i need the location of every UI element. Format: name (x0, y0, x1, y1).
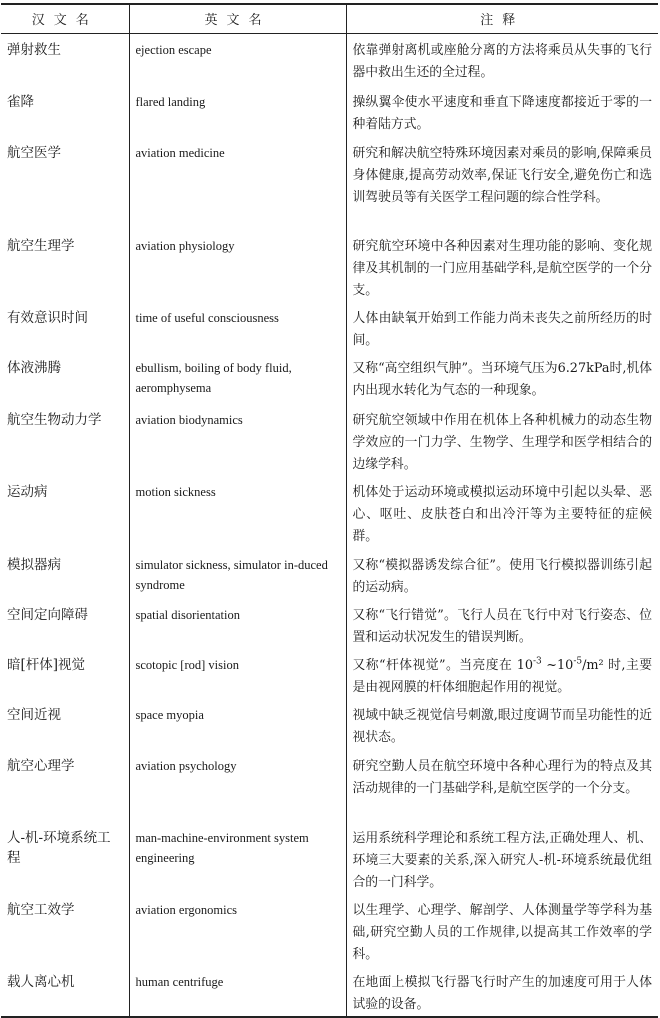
table-row (1, 404, 658, 476)
term-annotation: 在地面上模拟飞行器飞行时产生的加速度可用于人体试验的设备。 (346, 966, 658, 1017)
term-english: aviation biodynamics (129, 404, 346, 476)
term-chinese: 航空医学 (7, 145, 61, 161)
term-annotation: 研究和解决航空特殊环境因素对乘员的影响,保障乘员身体健康,提高劳动效率,保证飞行安全,避免伤亡和选训驾驶员等有关医学工程问题的综合性学科。 (346, 137, 658, 230)
term-annotation: 依靠弹射离机或座舱分离的方法将乘员从失事的飞行器中救出生还的全过程。 (346, 33, 658, 86)
term-english: aviation ergonomics (129, 894, 346, 966)
term-chinese: 体液沸腾 (7, 360, 61, 376)
term-annotation (346, 649, 658, 699)
term-chinese: 模拟器病 (7, 557, 61, 573)
term-chinese: 运动病 (7, 484, 48, 500)
glossary-table (1, 3, 658, 1018)
table-row (1, 750, 658, 822)
term-english: scotopic [rod] vision (129, 649, 346, 699)
term-chinese: 有效意识时间 (7, 310, 88, 326)
term-english: man-machine-environment system engineering (129, 822, 346, 894)
term-english: motion sickness (129, 476, 346, 549)
term-english: flared landing (129, 86, 346, 137)
term-annotation: 以生理学、心理学、解剖学、人体测量学等学科为基础,研究空勤人员的工作规律,以提高其工作效率的学科。 (346, 894, 658, 966)
table-row (1, 137, 658, 230)
table-body (1, 33, 658, 1017)
table-row (1, 33, 658, 86)
header-chinese-name: 汉文名 (1, 4, 129, 33)
term-english: aviation physiology (129, 230, 346, 302)
table-row (1, 86, 658, 137)
term-annotation: 又称“高空组织气肿”。当环境气压为6.27kPa时,机体内出现水转化为气态的一种现象。 (346, 352, 658, 404)
term-english: ejection escape (129, 33, 346, 86)
table-row (1, 894, 658, 966)
exponent: -3 (533, 656, 542, 667)
term-english: time of useful consciousness (129, 302, 346, 352)
table-header (1, 4, 658, 33)
annotation-text: /m² 时,主要是由视网膜的杆体细胞起作用的视觉。 (352, 658, 652, 695)
term-chinese: 暗[杆体]视觉 (7, 657, 86, 673)
term-english: simulator sickness, simulator in-duced syndrome (129, 549, 346, 599)
term-chinese: 人-机-环境系统工程 (7, 830, 111, 866)
term-english: spatial disorientation (129, 599, 346, 649)
term-annotation: 人体由缺氧开始到工作能力尚未丧失之前所经历的时间。 (346, 302, 658, 352)
term-annotation: 研究空勤人员在航空环境中各种心理行为的特点及其活动规律的一门基础学科,是航空医学的一个分支。 (346, 750, 658, 822)
term-annotation: 又称“模拟器诱发综合征”。使用飞行模拟器训练引起的运动病。 (346, 549, 658, 599)
term-annotation: 操纵翼伞使水平速度和垂直下降速度都接近于零的一种着陆方式。 (346, 86, 658, 137)
table-row (1, 476, 658, 549)
term-english: human centrifuge (129, 966, 346, 1017)
table-row (1, 549, 658, 599)
term-chinese: 航空心理学 (7, 758, 75, 774)
table-row (1, 302, 658, 352)
annotation-text: ~10 (541, 658, 574, 673)
term-annotation: 运用系统科学理论和系统工程方法,正确处理人、机、环境三大要素的关系,深入研究人-机-环境系统最优组合的一门科学。 (346, 822, 658, 894)
term-chinese: 雀降 (7, 94, 34, 110)
term-english: ebullism, boiling of body fluid, aeromphysema (129, 352, 346, 404)
term-chinese: 空间定向障碍 (7, 607, 88, 623)
term-annotation: 研究航空环境中各种因素对生理功能的影响、变化规律及其机制的一门应用基础学科,是航空医学的一个分支。 (346, 230, 658, 302)
table-row (1, 230, 658, 302)
table-row (1, 699, 658, 750)
table-row (1, 966, 658, 1017)
term-chinese: 航空工效学 (7, 902, 75, 918)
term-chinese: 弹射救生 (7, 41, 61, 58)
header-english-name: 英文名 (129, 4, 346, 33)
annotation-text: 又称“杆体视觉”。当亮度在 10 (352, 658, 533, 673)
table-row (1, 352, 658, 404)
table-row (1, 649, 658, 699)
term-annotation: 视域中缺乏视觉信号刺激,眼过度调节而呈功能性的近视状态。 (346, 699, 658, 750)
term-english: space myopia (129, 699, 346, 750)
term-chinese: 载人离心机 (1, 966, 129, 1017)
term-chinese: 航空生理学 (7, 238, 75, 254)
term-english: aviation psychology (129, 750, 346, 822)
term-annotation: 又称“飞行错觉”。飞行人员在飞行中对飞行姿态、位置和运动状况发生的错误判断。 (346, 599, 658, 649)
term-chinese: 空间近视 (7, 707, 61, 723)
term-annotation: 研究航空领域中作用在机体上各种机械力的动态生物学效应的一门力学、生物学、生理学和医学相结合的边缘学科。 (346, 404, 658, 476)
term-english: aviation medicine (129, 137, 346, 230)
exponent: -5 (573, 656, 583, 667)
table-row (1, 822, 658, 894)
term-annotation: 机体处于运动环境或模拟运动环境中引起以头晕、恶心、呕吐、皮肤苍白和出冷汗等为主要特征的症候群。 (346, 476, 658, 549)
header-annotation: 注释 (346, 4, 658, 33)
table-row (1, 599, 658, 649)
term-chinese: 航空生物动力学 (7, 412, 102, 428)
